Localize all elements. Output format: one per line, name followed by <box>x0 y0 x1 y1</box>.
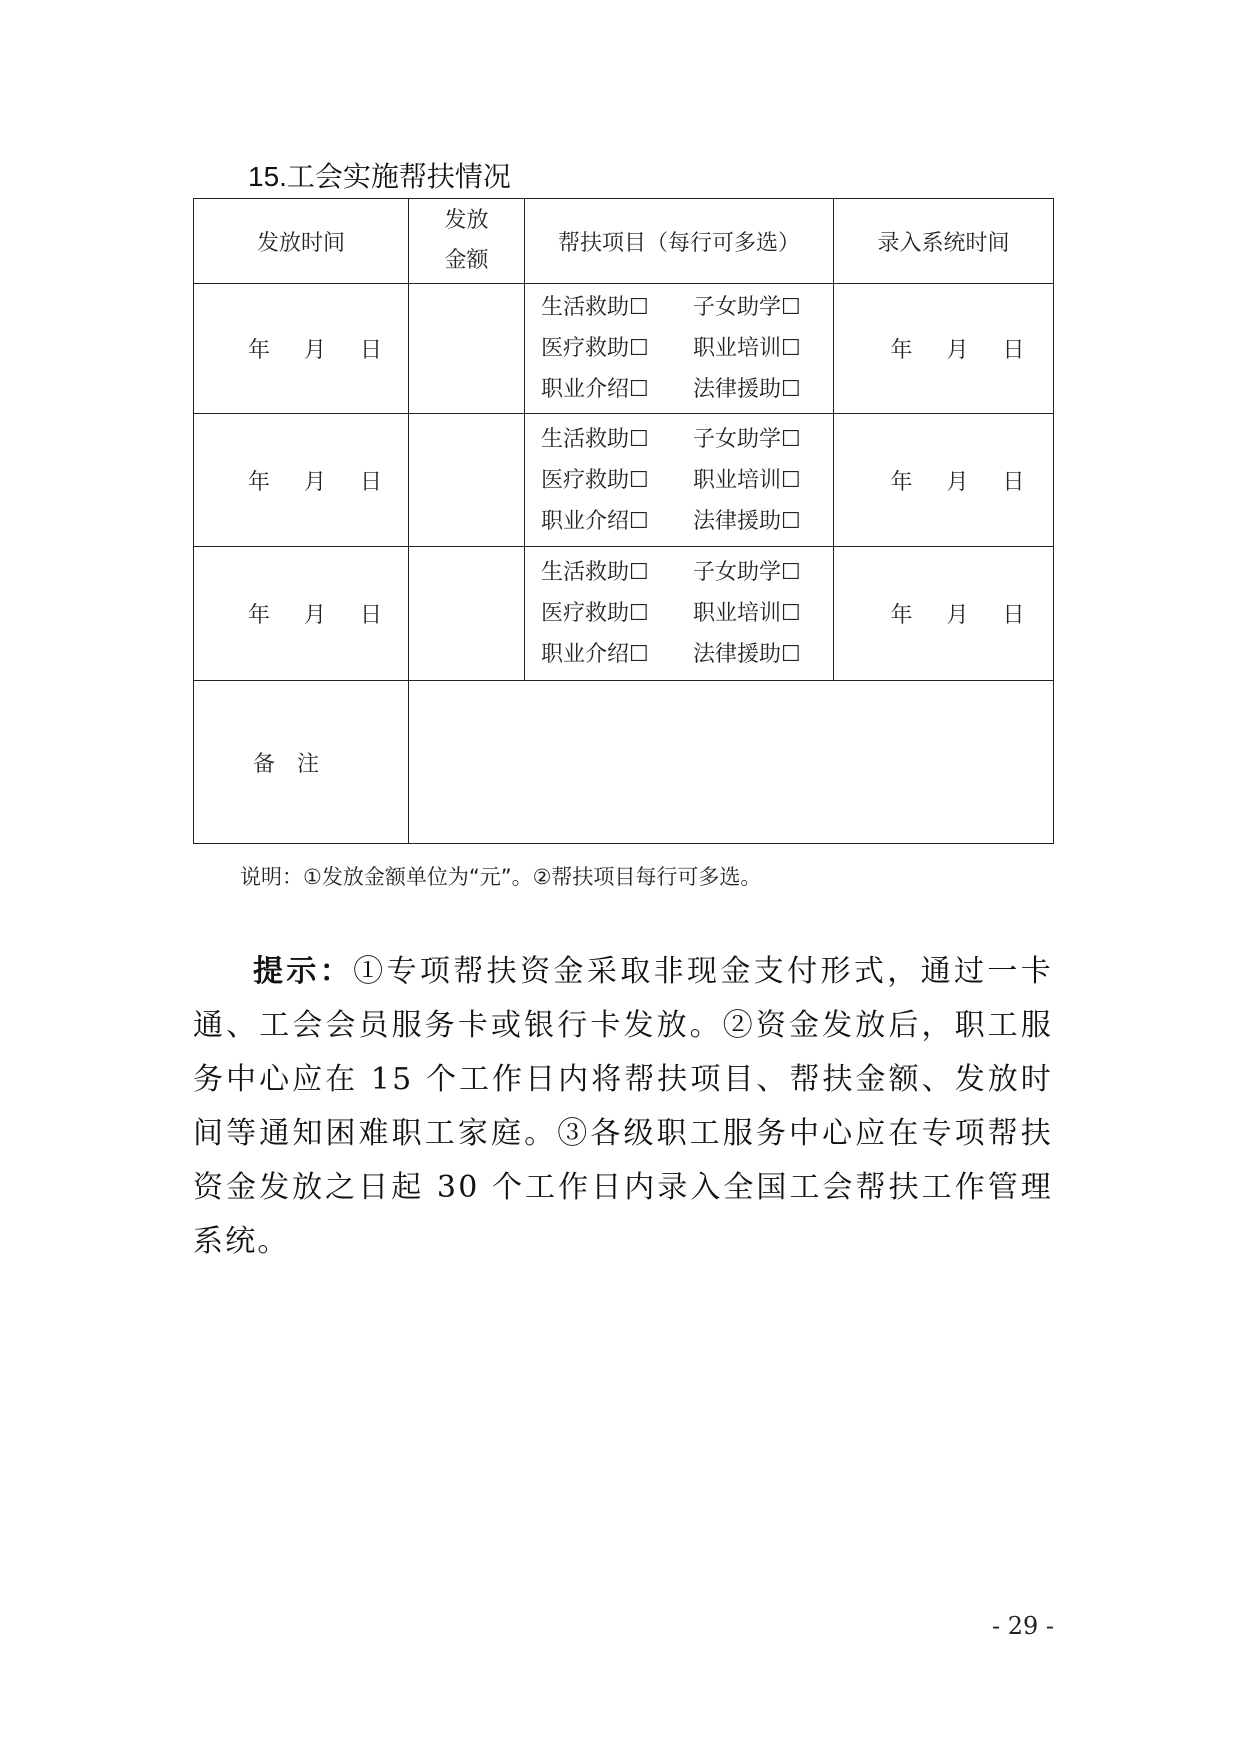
page-number: - 29 - <box>992 1612 1055 1640</box>
checkbox-vocational-training[interactable]: 职业培训☐ <box>693 467 801 493</box>
checkbox-child-education[interactable]: 子女助学☐ <box>693 560 801 585</box>
table-row <box>194 414 1054 547</box>
amount-cell[interactable] <box>409 547 525 681</box>
day-label: 日 <box>360 603 383 628</box>
checkbox-vocational-training[interactable]: 职业培训☐ <box>693 336 801 361</box>
checkbox-legal-aid[interactable]: 法律援助☐ <box>693 508 801 534</box>
checkbox-living-aid[interactable]: 生活救助☐ <box>541 426 649 452</box>
checkbox-living-aid[interactable]: 生活救助☐ <box>541 560 649 585</box>
month-label: 月 <box>303 338 326 363</box>
remark-row <box>194 681 1054 844</box>
year-label: 年 <box>890 469 913 495</box>
day-label: 日 <box>360 338 383 363</box>
checkbox-vocational-training[interactable]: 职业培训☐ <box>693 601 801 626</box>
month-label: 月 <box>303 469 326 495</box>
table-header-row <box>194 199 1054 284</box>
checkbox-child-education[interactable]: 子女助学☐ <box>693 426 801 452</box>
header-date: 发放时间 <box>194 199 409 284</box>
checkbox-job-referral[interactable]: 职业介绍☐ <box>541 377 649 402</box>
tips-lead: 提示： <box>253 954 354 989</box>
entry-date-cell[interactable] <box>834 414 1054 547</box>
month-label: 月 <box>946 338 969 363</box>
year-label: 年 <box>890 338 913 363</box>
header-items: 帮扶项目（每行可多选） <box>525 199 834 284</box>
day-label: 日 <box>1002 469 1025 495</box>
amount-cell[interactable] <box>409 284 525 414</box>
amount-cell[interactable] <box>409 414 525 547</box>
tips-body: ①专项帮扶资金采取非现金支付形式，通过一卡通、工会会员服务卡或银行卡发放。②资金发放后，职工服务中心应在 15 个工作日内将帮扶项目、帮扶金额、发放时间等通知困难职工家庭。③各级职工服务中心应在专项帮扶资金发放之日起 30 个工作日内录入全国工会帮扶工作管理系统。 <box>193 954 1053 1259</box>
items-cell <box>525 284 834 414</box>
header-entry-time: 录入系统时间 <box>834 199 1054 284</box>
checkbox-medical-aid[interactable]: 医疗救助☐ <box>541 336 649 361</box>
month-label: 月 <box>946 603 969 628</box>
year-label: 年 <box>247 603 270 628</box>
table-row <box>194 284 1054 414</box>
day-label: 日 <box>1002 338 1025 363</box>
remark-field[interactable] <box>409 681 1054 844</box>
tips-paragraph <box>193 945 1053 1269</box>
checkbox-living-aid[interactable]: 生活救助☐ <box>541 295 649 320</box>
date-cell[interactable] <box>194 414 409 547</box>
table-row <box>194 547 1054 681</box>
section-title: 15.工会实施帮扶情况 <box>248 161 511 192</box>
month-label: 月 <box>303 603 326 628</box>
header-amount <box>409 199 525 284</box>
items-cell <box>525 547 834 681</box>
entry-date-cell[interactable] <box>834 547 1054 681</box>
items-cell <box>525 414 834 547</box>
month-label: 月 <box>946 469 969 495</box>
checkbox-medical-aid[interactable]: 医疗救助☐ <box>541 601 649 626</box>
date-cell[interactable] <box>194 547 409 681</box>
checkbox-legal-aid[interactable]: 法律援助☐ <box>693 642 801 667</box>
day-label: 日 <box>360 469 383 495</box>
remark-label: 备 注 <box>194 681 409 844</box>
checkbox-child-education[interactable]: 子女助学☐ <box>693 295 801 320</box>
checkbox-job-referral[interactable]: 职业介绍☐ <box>541 508 649 534</box>
checkbox-legal-aid[interactable]: 法律援助☐ <box>693 377 801 402</box>
checkbox-job-referral[interactable]: 职业介绍☐ <box>541 642 649 667</box>
entry-date-cell[interactable] <box>834 284 1054 414</box>
header-amount-line1: 发放 <box>444 208 489 233</box>
day-label: 日 <box>1002 603 1025 628</box>
checkbox-medical-aid[interactable]: 医疗救助☐ <box>541 467 649 493</box>
year-label: 年 <box>247 338 270 363</box>
year-label: 年 <box>247 469 270 495</box>
header-amount-line2: 金额 <box>444 248 489 273</box>
date-cell[interactable] <box>194 284 409 414</box>
year-label: 年 <box>890 603 913 628</box>
table-note: 说明：①发放金额单位为“元”。②帮扶项目每行可多选。 <box>240 865 762 889</box>
assistance-table <box>193 198 1054 844</box>
